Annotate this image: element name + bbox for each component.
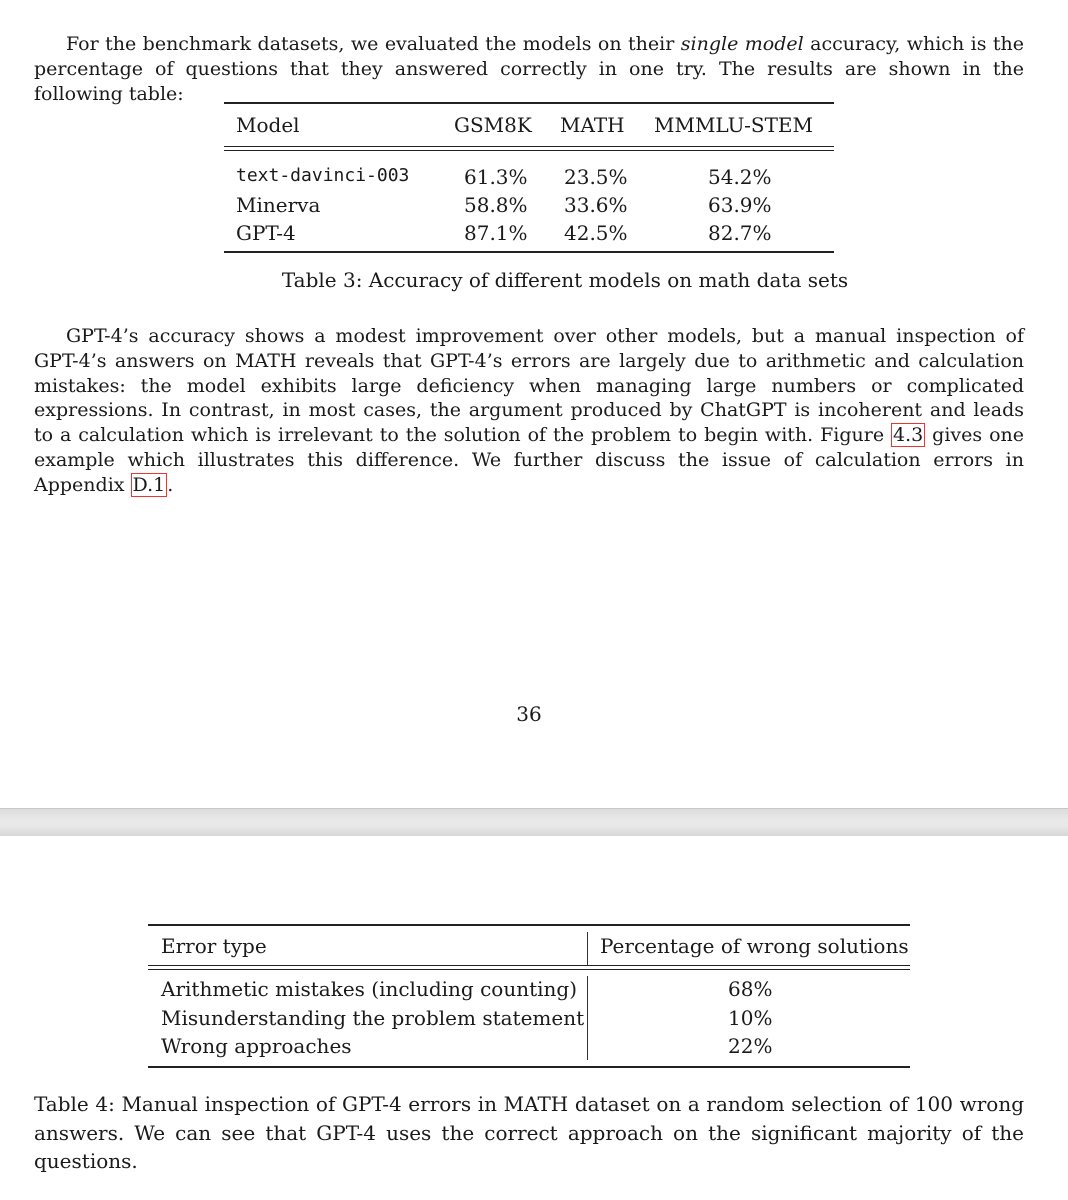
math-value: 23.5% bbox=[564, 165, 628, 189]
table-3-body bbox=[224, 151, 834, 253]
header-percentage: Percentage of wrong solutions bbox=[600, 934, 909, 958]
table-row bbox=[224, 189, 834, 217]
mmlu-stem-value: 82.7% bbox=[708, 221, 772, 245]
header-gsm8k: GSM8K bbox=[454, 113, 532, 137]
math-value: 33.6% bbox=[564, 193, 628, 217]
error-type: Arithmetic mistakes (including counting) bbox=[161, 977, 577, 1001]
gsm8k-value: 58.8% bbox=[464, 193, 528, 217]
column-divider bbox=[587, 932, 588, 965]
table-row bbox=[148, 976, 910, 1005]
table-row bbox=[224, 217, 834, 245]
table-4-body bbox=[148, 970, 910, 1068]
discussion-paragraph bbox=[34, 324, 1024, 498]
error-percentage: 22% bbox=[728, 1034, 773, 1058]
appendix-d1-link[interactable]: D.1 bbox=[132, 473, 166, 496]
gsm8k-value: 61.3% bbox=[464, 165, 528, 189]
math-value: 42.5% bbox=[564, 221, 628, 245]
model-name: GPT-4 bbox=[236, 221, 296, 245]
page-separator bbox=[0, 808, 1068, 838]
mmlu-stem-value: 63.9% bbox=[708, 193, 772, 217]
table-3-header bbox=[224, 104, 834, 147]
header-model: Model bbox=[236, 113, 300, 137]
intro-text-end: accuracy, which is the percentage of questions that they answered correctly in one try. The results are shown in the following table: bbox=[34, 33, 1025, 105]
table-row bbox=[224, 161, 834, 189]
discussion-period: . bbox=[167, 473, 174, 496]
table-4 bbox=[148, 924, 910, 1068]
table-row bbox=[148, 1005, 910, 1034]
error-percentage: 10% bbox=[728, 1005, 773, 1030]
header-mmlu-stem: MMMLU-STEM bbox=[654, 113, 814, 137]
header-math: MATH bbox=[560, 113, 625, 137]
table-3 bbox=[224, 102, 834, 253]
model-name: Minerva bbox=[236, 193, 321, 217]
page-number-text: 36 bbox=[516, 702, 542, 726]
table-row bbox=[148, 1033, 910, 1062]
page-number bbox=[0, 702, 1068, 726]
intro-paragraph bbox=[34, 32, 1024, 106]
discussion-text: GPT-4’s accuracy shows a modest improvement over other models, but a manual inspection of GPT-4’s answers on MATH reveals that GPT-4’s errors are largely due to arithmetic and calculation mistakes: the model exhibits large deficiency when managing large numbers or complicated expressions. In contrast, in most cases, the argument produced by ChatGPT is incoherent and leads to a calculation which is irrelevant to the solution of the problem to begin with. Figure bbox=[34, 325, 1024, 447]
error-percentage: 68% bbox=[728, 977, 773, 1001]
header-error-type: Error type bbox=[161, 934, 267, 958]
gsm8k-value: 87.1% bbox=[464, 221, 528, 245]
mmlu-stem-value: 54.2% bbox=[708, 165, 772, 189]
table-4-header bbox=[148, 926, 910, 966]
discussion-text-continued: gives one example which illustrates this difference. We further discuss the issue of calculation errors in Appendix bbox=[34, 424, 1024, 496]
error-type: Wrong approaches bbox=[161, 1034, 352, 1058]
figure-4-3-link[interactable]: 4.3 bbox=[893, 424, 924, 447]
intro-italic-term: single model bbox=[680, 33, 804, 55]
error-type: Misunderstanding the problem statement bbox=[161, 1005, 585, 1030]
table-3-caption: Table 3: Accuracy of different models on math data sets bbox=[281, 268, 849, 292]
model-name: text-davinci-003 bbox=[236, 165, 410, 186]
intro-text-start: For the benchmark datasets, we evaluated the models on their bbox=[66, 33, 681, 55]
table-4-caption: Table 4: Manual inspection of GPT-4 errors in MATH dataset on a random selection of 100 wrong answers. We can see that GPT-4 uses the correct approach on the significant majority of the questions. bbox=[34, 1092, 1024, 1173]
